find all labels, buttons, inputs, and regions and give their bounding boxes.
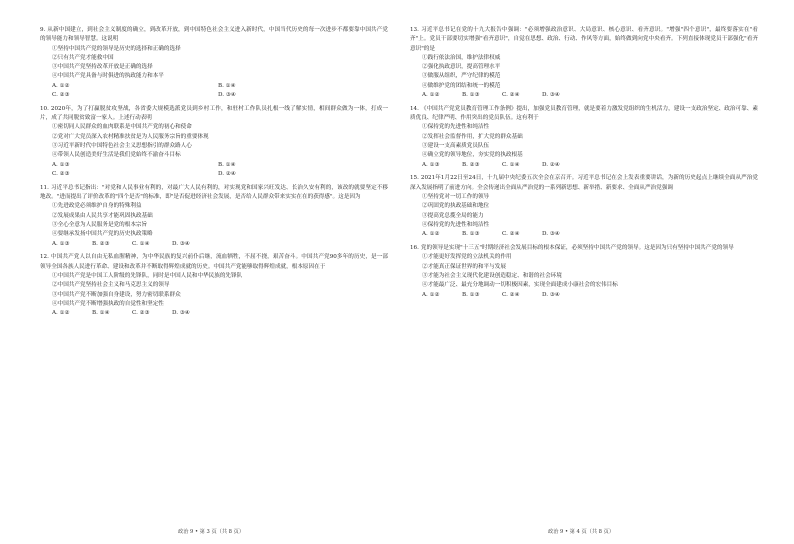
answer-option[interactable]: C. ②③ (52, 170, 70, 177)
statement-item: ④带领人民创造美好生活是我们党始终不渝奋斗目标 (52, 152, 181, 159)
statement-item: ③才能为社会主义现代化建设创造稳定、和谐的社会环境 (422, 272, 562, 279)
answer-option[interactable]: B. ②③ (462, 161, 480, 168)
question-stem (40, 253, 388, 272)
question-text: 《中国共产党党员教育管理工作条例》提出，加强党员教育管理，就是要着力激发党组织的生机活力，建设一支政治坚定、政治可靠、素质优良、纪律严明、作用突出的党员队伍。这有利于 (410, 105, 758, 122)
statement-item: ③中国共产党坚持改革开放是正确的选择 (52, 64, 153, 71)
answer-option[interactable]: D. ③④ (172, 310, 190, 317)
question (40, 26, 388, 100)
answer-option[interactable]: A. ①③ (422, 161, 440, 168)
answer-option[interactable]: C. ①④ (502, 161, 520, 168)
answer-option[interactable]: A. ①③ (52, 240, 70, 247)
statement-item: ③建设一支高素质党员队伍 (422, 143, 490, 150)
statement-item: ②发展成果由人民共享才能巩固执政基础 (52, 212, 153, 219)
page-footer-left: 政治 9 • 第 3 页（共 8 页） (178, 529, 245, 535)
question-number: 11. (40, 184, 49, 191)
answer-options (40, 82, 388, 101)
left-column (40, 26, 388, 323)
statement-item: ④做维护党的团结和统一的模范 (422, 82, 501, 89)
statement-item: ①坚持党对一切工作的领导 (422, 194, 490, 201)
answer-option[interactable]: D. ③④ (542, 291, 560, 298)
answer-option[interactable]: D. ③④ (542, 231, 560, 238)
statement-item: ④保持党的先进性和纯洁性 (422, 221, 490, 228)
statement-item: ②党对广大党员深入农村精准扶贫是为人民服务宗旨的重要体现 (52, 133, 209, 140)
question (410, 26, 758, 100)
answer-option[interactable]: C. ②④ (502, 291, 520, 298)
answer-options (410, 230, 758, 239)
statement-item: ①中国共产党是中国工人阶级的先锋队，同时是中国人民和中华民族的先锋队 (52, 272, 243, 279)
statement-item: ④确立党的领导地位，夯实党的执政根基 (422, 152, 523, 159)
statement-item: ①先进政党必须维护自身的特殊利益 (52, 203, 142, 210)
question-number: 12. (40, 254, 49, 261)
question (40, 105, 388, 179)
question (40, 184, 388, 249)
statement-item: ②发挥社会监督作用，扩大党的群众基础 (422, 133, 523, 140)
answer-options (40, 309, 388, 318)
question-number: 16. (410, 245, 419, 252)
question (410, 244, 758, 300)
answer-option[interactable]: D. ③④ (218, 92, 236, 99)
question-text: 习近平总书记指出："对党和人民事业有利的，对最广大人民有利的，对实现党和国家兴旺发达、长治久安有利的，该改的就要坚定不移地改。"进而提出了评价改革的"四个是否"的标准，即"是否促进经济社会发展，是否给人民群众带来实实在在的获得感"。这是因为 (40, 184, 388, 201)
question-text: 2021年1月22日至24日，十九届中央纪委五次全会在京召开。习近平总书记在会上发表重要讲话，为新的历史起点上继续全面从严治党深入发展指明了前进方向。全会传递出全面从严治党的一系列新思想、新举措、新要求、全面从严治党强调 (410, 175, 758, 191)
question-text: 从新中国建立，到社会主义制度的确立，到改革开放，到中国特色社会主义进入新时代，中国当代历史的每一次进步不都要靠中国共产党的领导能力和领导智慧。这说明 (40, 27, 388, 43)
page-footer-right: 政治 9 • 第 4 页（共 8 页） (548, 529, 615, 535)
answer-option[interactable]: D. ②④ (218, 170, 236, 177)
question (410, 105, 758, 170)
statement-item: ①保持党的先进性和纯洁性 (422, 124, 490, 131)
statement-item: ①践行依法治国，维护法律权威 (422, 54, 501, 61)
answer-option[interactable]: B. ①④ (218, 82, 236, 89)
statement-item: ②巩固党的执政基础和地位 (422, 203, 490, 210)
statement-item: ②只有共产党才能救中国 (52, 54, 114, 61)
answer-option[interactable]: C. ①④ (132, 240, 150, 247)
answer-options (40, 161, 388, 180)
question-text: 党的领导是实现"十三五"时期经济社会发展目标的根本保证，必须坚持中国共产党的领导。这是因为只有坚持中国共产党的领导 (420, 245, 734, 252)
answer-option[interactable]: B. ②③ (92, 240, 110, 247)
statement-item: ①密切同人民群众的血肉联系是中国共产党的初心和使命 (52, 124, 192, 131)
question-number: 9. (40, 27, 46, 33)
answer-option[interactable]: B. ①④ (218, 161, 236, 168)
question-stem (410, 26, 758, 54)
answer-option[interactable]: A. ①② (422, 231, 440, 238)
answer-option[interactable]: D. ③④ (172, 240, 190, 247)
question-stem (40, 184, 388, 203)
statement-item: ②强化执政意识，提高管理水平 (422, 64, 501, 71)
right-column (410, 26, 758, 304)
question-number: 13. (410, 27, 419, 33)
statement-item: ③全心全意为人民服务是党的根本宗旨 (52, 221, 148, 228)
answer-options (410, 91, 758, 100)
statement-item: ①坚持中国共产党的领导是历史的选择和正确的选择 (52, 45, 181, 52)
statement-item: ③提高党总揽全局的能力 (422, 212, 484, 219)
question-text: 2020年，为了打赢脱贫攻坚战，各省委大规模选派党员到乡村工作，和驻村工作队员扎根一线了解实情，相间群众做为一体，打成一片，成了共同脱贫致富一家人。上述行动表明 (40, 105, 388, 122)
question-number: 15. (410, 175, 419, 182)
question-number: 14. (410, 105, 419, 112)
answer-option[interactable]: D. ③④ (542, 92, 560, 99)
question-stem (410, 244, 758, 253)
statement-item: ②才能真正保证世界的和平与发展 (422, 263, 506, 270)
answer-option[interactable]: A. ①② (52, 82, 70, 89)
answer-options (410, 291, 758, 300)
answer-option[interactable]: A. ①③ (52, 161, 70, 168)
question-stem (40, 105, 388, 124)
statement-item: ①才能更好发挥党的立法机关的作用 (422, 254, 512, 261)
answer-options (410, 161, 758, 170)
statement-item: ③中国共产党不断加强自身建设，努力密切联系群众 (52, 291, 181, 298)
question (410, 174, 758, 239)
question-text: 中国共产党人以自由无私血腥精神，为中华民族的复兴前仆后继，流血牺牲，不屈不挠，艰苦奋斗。中国共产党90多年的历史，是一部领导全国各族人民进行革命、建设和改革并不断取得辉煌成就的历史。中国共产党能够取得辉煌成就，根本原因在于 (40, 254, 388, 270)
question-stem (410, 105, 758, 124)
question (40, 253, 388, 318)
statement-item: ④中国共产党不断增强执政的自觉性和坚定性 (52, 300, 164, 307)
question-stem (410, 174, 758, 193)
statement-item: ③做服从组织，严守纪律的模范 (422, 73, 501, 80)
answer-option[interactable]: A. ①② (422, 92, 440, 99)
answer-option[interactable]: C. ②④ (502, 231, 520, 238)
statement-item: ④要继承发扬中国共产党的历史执政策略 (52, 231, 153, 238)
answer-options (40, 240, 388, 249)
answer-option[interactable]: A. ①② (52, 310, 70, 317)
question-number: 10. (40, 105, 49, 112)
answer-option[interactable]: B. ①③ (462, 231, 480, 238)
statement-item: ②中国共产党坚持社会主义和马克思主义的领导 (52, 282, 170, 289)
answer-option[interactable]: D. ②④ (542, 161, 560, 168)
answer-option[interactable]: B. ①③ (462, 291, 480, 298)
statement-item: ④中国共产党具备与时俱进的执政能力和本平 (52, 73, 164, 80)
answer-option[interactable]: C. ②③ (52, 92, 70, 99)
answer-option[interactable]: A. ①② (422, 291, 440, 298)
question-text: 习近平总书记在党的十九大报告中强调："必须增强政治意识、大局意识、核心意识、看齐意识。"增强"四个意识"，最终要落实在"看齐"上。党员干部要切实增强"看齐意识"，自觉在思想、政治、行动、作风等方面，始终做到向党中央看齐。下列直接体现党员干部强化"看齐意识"的是 (410, 27, 758, 52)
statement-item: ③习近平新时代中国特色社会主义思想指引的群众路人心 (52, 143, 192, 150)
statement-item: ④才能最广泛、最充分地调动一切积极因素，实现全面建成小康社会的宏伟目标 (422, 282, 618, 289)
answer-option[interactable]: B. ①③ (462, 92, 480, 99)
answer-option[interactable]: C. ②③ (132, 310, 150, 317)
answer-option[interactable]: B. ①④ (92, 310, 110, 317)
question-stem (40, 26, 388, 45)
answer-option[interactable]: C. ②④ (502, 92, 520, 99)
